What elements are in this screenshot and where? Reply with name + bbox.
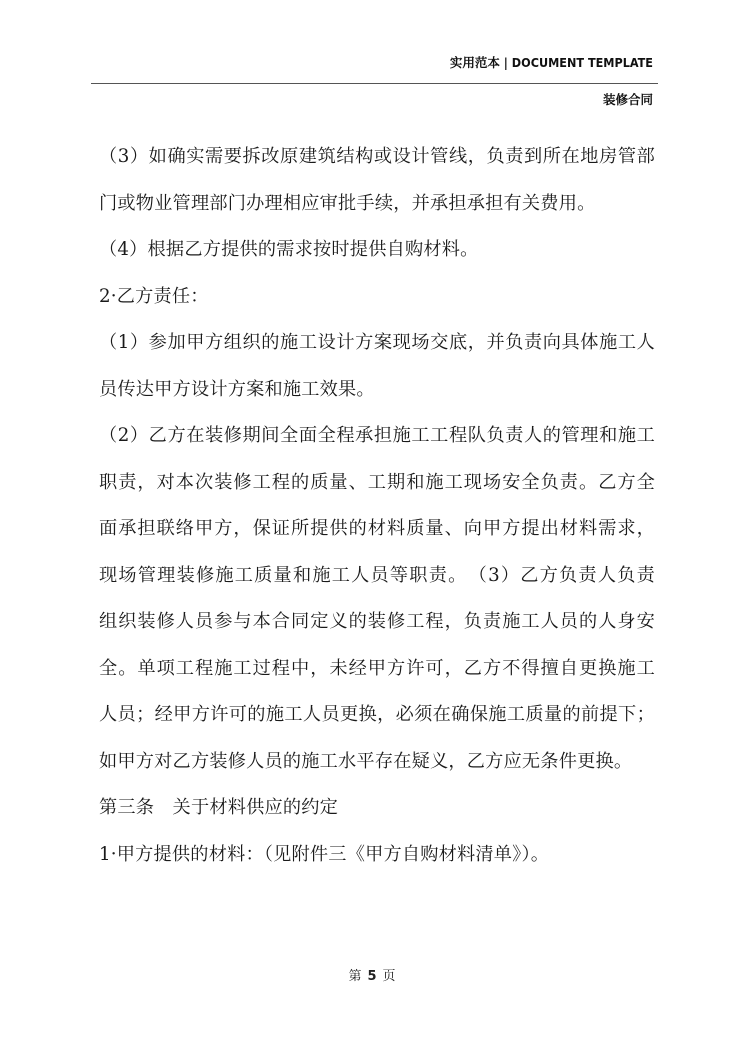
page-number-prefix: 第 — [348, 969, 362, 984]
paragraph-line: 员传达甲方设计方案和施工效果。 — [99, 378, 375, 400]
article-heading: 第三条 关于材料供应的约定 — [99, 797, 339, 818]
page-footer — [0, 965, 744, 984]
paragraph-line: 现场管理装修施工质量和施工人员等职责。 （3）乙方负责人负责 — [99, 564, 655, 586]
paragraph-line: 如甲方对乙方装修人员的施工水平存在疑义，乙方应无条件更换。 — [99, 750, 633, 772]
paragraph-line: 门或物业管理部门办理相应审批手续，并承担承担有关费用。 — [99, 192, 596, 214]
paragraph-line: 职责，对本次装修工程的质量、工期和施工现场安全负责。乙方全 — [99, 471, 655, 493]
page-number: 5 — [367, 969, 377, 984]
paragraph-line: 组织装修人员参与本合同定义的装修工程，负责施工人员的人身安 — [99, 611, 655, 632]
paragraph-line: （1）参加甲方组织的施工设计方案现场交底，并负责向具体施工人 — [99, 332, 655, 353]
section-heading: 2·乙方责任： — [99, 285, 209, 307]
header-subtitle: 装修合同 — [602, 92, 653, 107]
paragraph-line: 全。单项工程施工过程中，未经甲方许可，乙方不得擅自更换施工 — [99, 657, 655, 679]
document-body — [99, 134, 655, 878]
header-divider — [91, 83, 658, 84]
page-number-suffix: 页 — [382, 969, 396, 984]
paragraph-line: （2）乙方在装修期间全面全程承担施工工程队负责人的管理和施工 — [99, 425, 655, 446]
paragraph-line: 1·甲方提供的材料：（见附件三《甲方自购材料清单》）。 — [99, 843, 550, 865]
paragraph-line: 面承担联络甲方，保证所提供的材料质量、向甲方提出材料需求， — [99, 518, 655, 539]
header-title: 实用范本 | DOCUMENT TEMPLATE — [449, 55, 653, 70]
paragraph-line: 人员；经甲方许可的施工人员更换，必须在确保施工质量的前提下； — [99, 704, 655, 725]
paragraph-line: （3）如确实需要拆改原建筑结构或设计管线，负责到所在地房管部 — [99, 146, 655, 167]
paragraph-line: （4）根据乙方提供的需求按时提供自购材料。 — [99, 239, 479, 260]
